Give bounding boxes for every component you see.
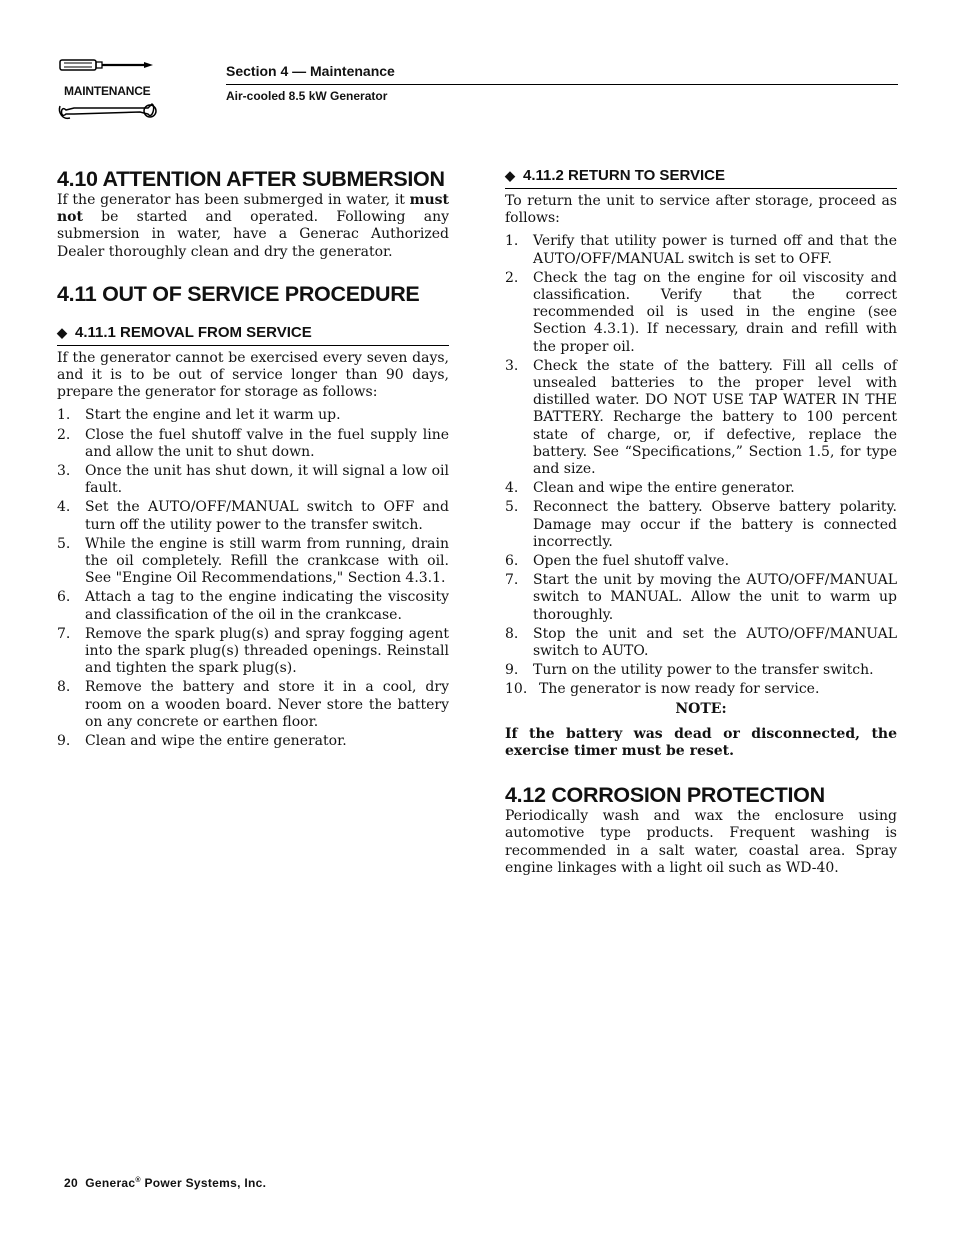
list-item: 5. While the engine is still warm from running, drain the oil completely. Refill the crankcase with oil. See "Engine Oil Recommendations," Section 4.3.1. [57,535,449,587]
list-item: 8. Remove the battery and store it in a cool, dry room on a wooden board. Never store the battery on any concrete or earthen floor. [57,679,449,730]
corrosion-paragraph: Periodically wash and wax the enclosure using automotive type products. Frequent washing is recommended in a salt water, coastal area. Spray engine linkages with a light oil such as WD-40. [505,808,897,876]
list-item: 6. Open the fuel shutoff valve. [505,553,730,570]
list-item: 1. Verify that utility power is turned off and that the AUTO/OFF/MANUAL switch is set to OFF. [505,233,897,267]
header-rule [226,84,898,85]
diamond-bullet-icon: ◆ [57,324,67,340]
list-item: 9. Clean and wipe the entire generator. [57,733,347,750]
list-item: 6. Attach a tag to the engine indicating the viscosity and classification of the oil in the crankcase. [57,589,449,623]
heading-4-11: 4.11 OUT OF SERVICE PROCEDURE [57,281,420,306]
section-title: Section 4 — Maintenance [226,63,395,79]
return-intro: To return the unit to service after storage, proceed as follows: [505,193,897,227]
logo-label: MAINTENANCE [64,84,151,98]
submersion-paragraph: If the generator has been submerged in water, it must not be started and operated. Following any submersion in water, have a Generac Authorized Dealer thoroughly clean and dry the generator. [57,192,449,260]
list-item: 4. Set the AUTO/OFF/MANUAL switch to OFF and turn off the utility power to the transfer switch. [57,499,449,533]
header-subtitle: Air-cooled 8.5 kW Generator [226,89,388,103]
list-item: 1. Start the engine and let it warm up. [57,407,341,424]
list-item: 5. Reconnect the battery. Observe battery polarity. Damage may occur if the battery is connected incorrectly. [505,499,897,550]
list-item: 2. Close the fuel shutoff valve in the fuel supply line and allow the unit to shut down. [57,426,449,460]
list-item: 7. Remove the spark plug(s) and spray fogging agent into the spark plug(s) threaded openings. Reinstall and tighten the spark plug(s). [57,625,449,677]
company-name: Generac® Power Systems, Inc. [85,1176,267,1190]
note-heading: NOTE: [675,700,727,717]
list-item: 10. The generator is now ready for service. [505,681,820,698]
heading-4-10: 4.10 ATTENTION AFTER SUBMERSION [57,167,445,191]
list-item: 2. Check the tag on the engine for oil viscosity and classification. Verify that the correct recommended oil is used in the engine (see Section 4.3.1). If necessary, drain and refill with the proper oil. [505,269,897,355]
heading-4-11-2: ◆ 4.11.2 RETURN TO SERVICE [505,166,897,189]
list-item: 9. Turn on the utility power to the transfer switch. [505,662,874,679]
left-column [57,166,449,750]
list-item: 8. Stop the unit and set the AUTO/OFF/MANUAL switch to AUTO. [505,625,897,660]
removal-intro: If the generator cannot be exercised every seven days, and it is to be out of service longer than 90 days, prepare the generator for storage as follows: [57,349,449,401]
list-item: 3. Once the unit has shut down, it will signal a low oil fault. [57,463,449,497]
list-item: 4. Clean and wipe the entire generator. [505,480,795,497]
note-body: If the battery was dead or disconnected, the exercise timer must be reset. [505,725,897,759]
heading-4-11-1: ◆ 4.11.1 REMOVAL FROM SERVICE [57,323,449,346]
right-column [505,166,897,877]
page-header [226,62,898,104]
page-number: 20 [64,1176,78,1190]
removal-list [57,407,449,750]
list-item: 3. Check the state of the battery. Fill all cells of unsealed batteries to the proper level with distilled water. DO NOT USE TAP WATER IN THE BATTERY. Recharge the battery to 100 percent state of charge, or, if defective, replace the battery. See “Specifications,” Section 1.5, for type and size. [505,357,897,478]
diamond-bullet-icon: ◆ [505,168,515,183]
page-footer [64,1176,266,1190]
return-list [505,233,897,698]
heading-4-12: 4.12 CORROSION PROTECTION [505,783,825,808]
list-item: 7. Start the unit by moving the AUTO/OFF/MANUAL switch to MANUAL. Allow the unit to warm up thoroughly. [505,572,897,623]
